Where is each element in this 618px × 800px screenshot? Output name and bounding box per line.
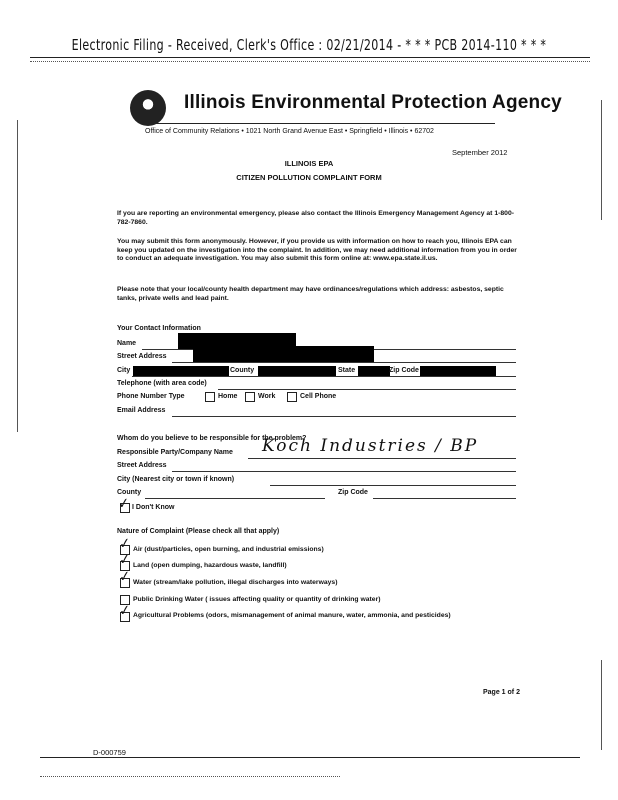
header-rule xyxy=(145,123,495,124)
contact-phone-field[interactable] xyxy=(218,389,516,390)
intro-health-dept: Please note that your local/county health department may have ordinances/regulations which address: asbestos, septic tanks, private wells and lead paint. xyxy=(117,286,504,302)
footer-dotted-rule xyxy=(40,776,340,777)
party-street-field[interactable] xyxy=(172,471,516,472)
party-county-label: County xyxy=(117,489,142,496)
scan-edge-line xyxy=(601,100,602,220)
redaction-block xyxy=(133,366,229,376)
phone-home-label: Home xyxy=(218,393,238,400)
agency-address: Office of Community Relations • 1021 North Grand Avenue East • Springfield • Illinois • 62702 xyxy=(145,128,434,135)
contact-email-field[interactable] xyxy=(172,416,516,417)
nature-air-label: Air (dust/particles, open burning, and industrial emissions) xyxy=(133,546,324,553)
phone-cell-label: Cell Phone xyxy=(300,393,337,400)
party-city-field[interactable] xyxy=(270,485,516,486)
phone-type-label: Phone Number Type xyxy=(117,393,185,400)
contact-state-label: State xyxy=(338,367,356,374)
filing-stamp: Electronic Filing - Received, Clerk's Office : 02/21/2014 - * * * PCB 2014-110 * * * xyxy=(71,36,547,54)
bates-number: D-000759 xyxy=(93,748,126,757)
page-number: Page 1 of 2 xyxy=(483,689,520,696)
responsible-heading: Whom do you believe to be responsible for the problem? xyxy=(117,435,307,442)
party-zip-label: Zip Code xyxy=(338,489,368,496)
nature-drinking-water-label: Public Drinking Water ( issues affecting quality or quantity of drinking water) xyxy=(133,596,381,603)
party-county-field[interactable] xyxy=(145,498,325,499)
form-title: CITIZEN POLLUTION COMPLAINT FORM xyxy=(236,173,382,182)
nature-heading: Nature of Complaint (Please check all that apply) xyxy=(117,528,280,535)
redaction-block xyxy=(358,366,390,376)
form-title-agency: ILLINOIS EPA xyxy=(284,159,334,168)
redaction-block xyxy=(420,366,496,376)
party-handwritten-value: Koch Industries / BP xyxy=(262,436,479,456)
contact-phone-label: Telephone (with area code) xyxy=(117,380,207,387)
phone-work-checkbox[interactable] xyxy=(245,392,255,402)
redaction-block xyxy=(193,346,374,362)
stamp-rule xyxy=(30,57,590,58)
party-street-label: Street Address xyxy=(117,462,167,469)
intro-emergency: If you are reporting an environmental emergency, please also contact the Illinois Emergency Management Agency at 1-800-782-7860. xyxy=(117,210,514,226)
intro-anonymous: You may submit this form anonymously. However, if you provide us with information on how to reach you, Illinois EPA can keep you updated on the investigation into the complaint. In addition, we may need additional information from you in order to conduct an adequate investigation. You may also submit this form online at: www.epa.state.il.us. xyxy=(117,238,517,263)
checkmark-icon: ✓ xyxy=(117,551,132,569)
contact-street-label: Street Address xyxy=(117,353,167,360)
contact-heading: Your Contact Information xyxy=(117,325,201,332)
checkmark-icon: ✓ xyxy=(117,568,132,586)
contact-city-label: City xyxy=(117,367,131,374)
phone-work-label: Work xyxy=(258,393,276,400)
checkmark-icon: ✓ xyxy=(116,495,131,513)
phone-home-checkbox[interactable] xyxy=(205,392,215,402)
illinois-seal-icon xyxy=(130,90,166,126)
contact-county-label: County xyxy=(230,367,255,374)
scan-edge-line xyxy=(17,120,18,432)
checkmark-icon: ✓ xyxy=(117,535,132,553)
redaction-block xyxy=(258,366,336,376)
phone-cell-checkbox[interactable] xyxy=(287,392,297,402)
nature-water-label: Water (stream/lake pollution, illegal discharges into waterways) xyxy=(133,579,338,586)
dont-know-label: I Don't Know xyxy=(132,504,175,511)
nature-land-label: Land (open dumping, hazardous waste, landfill) xyxy=(133,562,287,569)
contact-zip-label: Zip Code xyxy=(389,367,419,374)
stamp-dotted-rule xyxy=(30,61,590,62)
party-label: Responsible Party/Company Name xyxy=(117,449,233,456)
contact-street-field[interactable] xyxy=(172,362,516,363)
party-field[interactable] xyxy=(248,458,516,459)
footer-rule xyxy=(40,757,580,758)
nature-agricultural-label: Agricultural Problems (odors, mismanagement of animal manure, water, ammonia, and pesticides) xyxy=(133,612,451,619)
form-date: September 2012 xyxy=(452,148,508,157)
scan-edge-line xyxy=(601,660,602,750)
party-city-label: City (Nearest city or town if known) xyxy=(117,476,235,483)
contact-name-label: Name xyxy=(117,340,137,347)
agency-name: Illinois Environmental Protection Agency xyxy=(184,92,562,113)
contact-email-label: Email Address xyxy=(117,407,166,414)
checkmark-icon: ✓ xyxy=(117,602,132,620)
party-zip-field[interactable] xyxy=(373,498,516,499)
contact-city-field[interactable] xyxy=(132,376,516,377)
